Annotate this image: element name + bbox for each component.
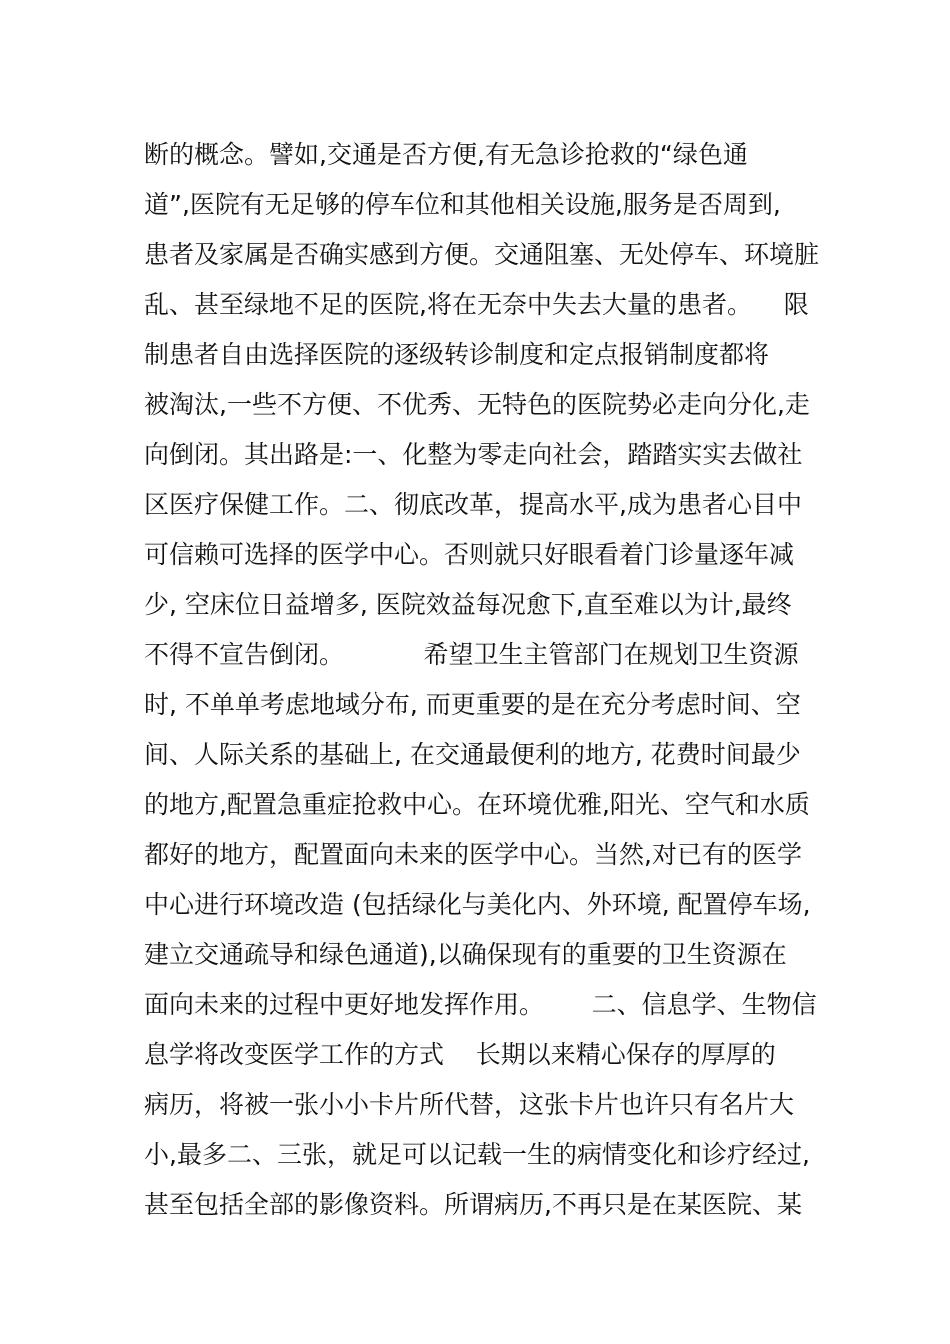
text-line: 息学将改变医学工作的方式 长期以来精心保存的厚厚的 xyxy=(144,1040,776,1069)
text-line: 道”,医院有无足够的停车位和其他相关设施,服务是否周到, xyxy=(144,190,781,219)
text-line: 乱、甚至绿地不足的医院,将在无奈中失去大量的患者。 限 xyxy=(144,290,809,319)
text-line: 可信赖可选择的医学中心。否则就只好眼看着门诊量逐年减 xyxy=(144,540,795,569)
text-line: 不得不宣告倒闭。 希望卫生主管部门在规划卫生资源 xyxy=(144,640,799,669)
text-line: 间、人际关系的基础上, 在交通最便利的地方, 花费时间最少 xyxy=(144,740,801,769)
text-line: 制患者自由选择医院的逐级转诊制度和定点报销制度都将 xyxy=(144,340,770,369)
text-line: 面向未来的过程中更好地发挥作用。 二、信息学、生物信 xyxy=(144,990,817,1019)
text-line: 的地方,配置急重症抢救中心。在环境优雅,阳光、空气和水质 xyxy=(144,790,810,819)
text-line: 少, 空床位日益增多, 医院效益每况愈下,直至难以为计,最终 xyxy=(144,590,792,619)
text-line: 都好的地方，配置面向未来的医学中心。当然,对已有的医学 xyxy=(144,840,802,869)
text-line: 建立交通疏导和绿色通道),以确保现有的重要的卫生资源在 xyxy=(144,940,787,969)
text-line: 向倒闭。其出路是:一、化整为零走向社会，踏踏实实去做社 xyxy=(144,440,803,469)
text-line: 病历，将被一张小小卡片所代替，这张卡片也许只有名片大 xyxy=(144,1090,795,1119)
text-line: 甚至包括全部的影像资料。所谓病历,不再只是在某医院、某 xyxy=(144,1190,802,1219)
text-line: 断的概念。譬如,交通是否方便,有无急诊抢救的“绿色通 xyxy=(144,140,748,169)
text-line: 时, 不单单考虑地域分布, 而更重要的是在充分考虑时间、空 xyxy=(144,690,801,719)
text-line: 患者及家属是否确实感到方便。交通阻塞、无处停车、环境脏 xyxy=(144,240,820,269)
text-line: 中心进行环境改造 (包括绿化与美化内、外环境, 配置停车场, xyxy=(144,890,811,919)
text-line: 被淘汰,一些不方便、不优秀、无特色的医院势必走向分化,走 xyxy=(144,390,810,419)
body-text xyxy=(144,130,824,1230)
text-line: 小,最多二、三张，就足可以记载一生的病情变化和诊疗经过, xyxy=(144,1140,810,1169)
text-line: 区医疗保健工作。二、彻底改革，提高水平,成为患者心目中 xyxy=(144,490,802,519)
